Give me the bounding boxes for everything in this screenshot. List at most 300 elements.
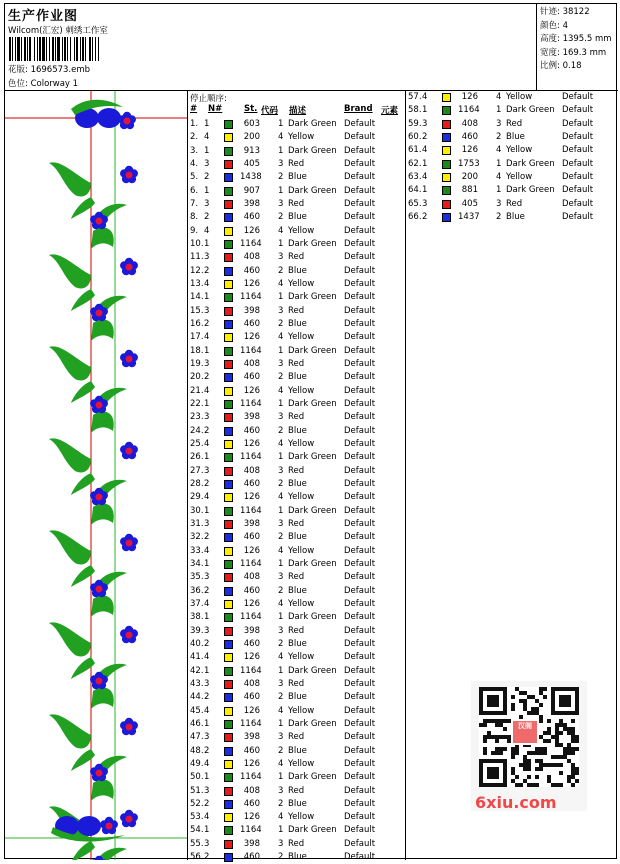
stitch-count: 398 [243, 305, 260, 316]
color-code: 3 [278, 838, 284, 849]
color-description: Red [288, 785, 305, 796]
thread-brand: Default [344, 265, 376, 276]
stitch-count: 200 [243, 132, 260, 143]
color-description: Yellow [288, 278, 315, 289]
thread-brand: Default [344, 505, 376, 516]
table-row [188, 798, 405, 811]
stitch-count: 398 [243, 198, 260, 209]
color-swatch [224, 493, 233, 502]
stitch-count: 460 [243, 798, 260, 809]
color-description: Dark Green [288, 185, 337, 196]
table-row [188, 345, 405, 358]
color-code: 3 [278, 518, 284, 529]
stitch-count: 126 [243, 438, 260, 449]
color-code: 4 [496, 145, 502, 156]
thread-brand: Default [344, 145, 376, 156]
stop-number: 42. [190, 665, 204, 676]
color-description: Yellow [288, 385, 315, 396]
table-row [188, 291, 405, 304]
thread-brand: Default [344, 692, 376, 703]
needle-number: 3 [204, 518, 210, 529]
color-swatch [224, 280, 233, 289]
color-description: Blue [288, 425, 307, 436]
stitch-count: 408 [243, 572, 260, 583]
needle-number: 3 [204, 625, 210, 636]
stop-number: 26. [190, 452, 204, 463]
table-row [188, 438, 405, 451]
needle-number: 3 [204, 252, 210, 263]
stop-number: 15. [190, 305, 204, 316]
color-swatch [442, 120, 451, 129]
color-description: Dark Green [288, 505, 337, 516]
color-description: Blue [288, 478, 307, 489]
stitch-count: 398 [243, 838, 260, 849]
needle-number: 1 [204, 345, 210, 356]
stitch-count: 408 [243, 678, 260, 689]
thread-brand: Default [344, 745, 376, 756]
thread-brand: Default [344, 278, 376, 289]
thread-brand: Default [344, 238, 376, 249]
thread-brand: Default [344, 185, 376, 196]
thread-brand: Default [344, 198, 376, 209]
table-row [188, 571, 405, 584]
table-row [188, 225, 405, 238]
stitch-count: 1164 [240, 718, 262, 729]
stop-number: 24. [190, 425, 204, 436]
thread-brand: Default [562, 185, 594, 196]
design-file [8, 63, 90, 75]
color-swatch [224, 733, 233, 742]
thread-brand: Default [562, 118, 594, 129]
needle-number: 1 [204, 772, 210, 783]
color-code: 1 [278, 825, 284, 836]
stitch-count: 1164 [240, 612, 262, 623]
needle-number: 3 [204, 198, 210, 209]
thread-brand: Default [344, 585, 376, 596]
color-swatch [442, 106, 451, 115]
stitch-count: 1438 [240, 172, 262, 183]
color-code: 2 [278, 425, 284, 436]
color-description: Red [288, 625, 305, 636]
color-code: 4 [278, 545, 284, 556]
color-swatch [224, 253, 233, 262]
stitch-count: 1164 [240, 238, 262, 249]
table-row [188, 558, 405, 571]
stop-number: 32. [190, 532, 204, 543]
color-swatch [224, 373, 233, 382]
color-swatch [224, 747, 233, 756]
stop-number: 27. [190, 465, 204, 476]
needle-number: 2 [204, 585, 210, 596]
stop-number: 11. [190, 252, 204, 263]
stop-number: 43. [190, 678, 204, 689]
needle-number: 4 [204, 225, 210, 236]
stitch-count: 408 [243, 358, 260, 369]
col-header-element: 元素 [381, 106, 399, 116]
stop-number: 31. [190, 518, 204, 529]
thread-brand: Default [344, 438, 376, 449]
stitch-count: 126 [243, 598, 260, 609]
color-code: 2 [278, 318, 284, 329]
color-description: Red [288, 158, 305, 169]
color-code: 3 [278, 465, 284, 476]
color-code: 3 [278, 572, 284, 583]
color-description: Red [288, 732, 305, 743]
thread-brand: Default [344, 532, 376, 543]
color-swatch [224, 560, 233, 569]
color-swatch [224, 360, 233, 369]
color-code: 3 [278, 678, 284, 689]
table-row [188, 731, 405, 744]
color-code: 1 [278, 718, 284, 729]
color-description: Blue [288, 532, 307, 543]
needle-number: 4 [204, 758, 210, 769]
color-code: 1 [278, 238, 284, 249]
color-description: Yellow [288, 598, 315, 609]
needle-number: 4 [422, 145, 428, 156]
stop-number: 52. [190, 798, 204, 809]
color-description: Blue [288, 172, 307, 183]
needle-number: 1 [204, 505, 210, 516]
stat-scale: 比例: 0.18 [540, 61, 582, 71]
color-description: Red [288, 198, 305, 209]
color-description: Dark Green [288, 452, 337, 463]
stop-number: 17. [190, 332, 204, 343]
table-row [406, 118, 618, 131]
color-description: Yellow [288, 492, 315, 503]
color-code: 2 [278, 532, 284, 543]
thread-brand: Default [344, 772, 376, 783]
table-row [188, 358, 405, 371]
color-swatch [224, 200, 233, 209]
stitch-count: 1164 [240, 345, 262, 356]
thread-brand: Default [344, 838, 376, 849]
needle-number: 1 [204, 238, 210, 249]
color-description: Dark Green [288, 119, 337, 129]
needle-number: 1 [204, 452, 210, 463]
color-description: Blue [288, 372, 307, 383]
stop-number: 61. [408, 145, 422, 156]
color-swatch [224, 480, 233, 489]
color-swatch [224, 787, 233, 796]
stop-number: 25. [190, 438, 204, 449]
color-code: 4 [278, 758, 284, 769]
table-row [188, 411, 405, 424]
color-swatch [224, 600, 233, 609]
table-row [188, 531, 405, 544]
thread-brand: Default [562, 92, 594, 102]
color-description: Yellow [288, 758, 315, 769]
stop-number: 33. [190, 545, 204, 556]
color-swatch [224, 227, 233, 236]
stop-number: 50. [190, 772, 204, 783]
stitch-count: 1437 [458, 211, 480, 222]
thread-brand: Default [344, 758, 376, 769]
stitch-count: 405 [461, 198, 478, 209]
table-row [188, 665, 405, 678]
color-description: Dark Green [288, 292, 337, 303]
color-code: 3 [278, 158, 284, 169]
stop-number: 48. [190, 745, 204, 756]
thread-brand: Default [562, 145, 594, 156]
table-row [188, 238, 405, 251]
stitch-count: 126 [461, 92, 478, 102]
color-code: 1 [278, 665, 284, 676]
table-row [188, 505, 405, 518]
color-description: Dark Green [288, 238, 337, 249]
stitch-count: 1164 [240, 505, 262, 516]
stop-number: 2. [190, 132, 199, 143]
stat-colors: 颜色: 4 [540, 20, 568, 31]
thread-brand: Default [344, 705, 376, 716]
needle-number: 4 [204, 652, 210, 663]
color-code: 1 [278, 119, 284, 129]
thread-brand: Default [344, 305, 376, 316]
color-description: Red [288, 412, 305, 423]
stop-number: 12. [190, 265, 204, 276]
thread-brand: Default [344, 252, 376, 263]
stitch-count: 408 [243, 465, 260, 476]
thread-brand: Default [344, 452, 376, 463]
thread-brand: Default [562, 105, 594, 116]
needle-number: 4 [204, 132, 210, 143]
color-description: Dark Green [288, 665, 337, 676]
color-description: Yellow [288, 545, 315, 556]
stop-number: 22. [190, 398, 204, 409]
color-code: 1 [278, 772, 284, 783]
color-description: Yellow [288, 812, 315, 823]
color-code: 1 [278, 145, 284, 156]
color-code: 1 [278, 558, 284, 569]
table-row [188, 718, 405, 731]
needle-number: 2 [204, 745, 210, 756]
stitch-count: 1164 [240, 665, 262, 676]
color-code: 2 [278, 585, 284, 596]
stop-number: 36. [190, 585, 204, 596]
table-row [188, 678, 405, 691]
needle-number: 4 [204, 332, 210, 343]
barcode [9, 37, 117, 61]
color-description: Dark Green [288, 558, 337, 569]
stitch-count: 408 [243, 252, 260, 263]
stitch-count: 603 [243, 119, 260, 129]
color-description: Dark Green [288, 145, 337, 156]
design-preview [5, 91, 188, 860]
color-swatch [224, 453, 233, 462]
table-row [188, 251, 405, 264]
stitch-count: 126 [243, 545, 260, 556]
table-row [406, 104, 618, 117]
color-swatch [224, 547, 233, 556]
table-row [188, 198, 405, 211]
stitch-count: 1164 [240, 398, 262, 409]
thread-brand: Default [344, 345, 376, 356]
stitch-count: 907 [243, 185, 260, 196]
color-swatch [442, 160, 451, 169]
stitch-count: 460 [243, 585, 260, 596]
color-swatch [224, 187, 233, 196]
thread-brand: Default [344, 625, 376, 636]
needle-number: 3 [204, 838, 210, 849]
color-code: 4 [278, 132, 284, 143]
needle-number: 2 [204, 852, 210, 863]
table-row [188, 385, 405, 398]
thread-brand: Default [344, 212, 376, 223]
table-row [188, 425, 405, 438]
color-description: Dark Green [506, 158, 555, 169]
color-swatch [224, 240, 233, 249]
color-swatch [224, 307, 233, 316]
stop-number: 40. [190, 638, 204, 649]
thread-brand: Default [344, 558, 376, 569]
col-header-stitches: St. [244, 104, 258, 114]
color-swatch [224, 707, 233, 716]
color-code: 3 [278, 252, 284, 263]
color-swatch [224, 400, 233, 409]
color-description: Yellow [288, 132, 315, 143]
stop-sequence-table-continued [406, 91, 618, 331]
color-swatch [442, 213, 451, 222]
thread-brand: Default [344, 425, 376, 436]
color-swatch [224, 813, 233, 822]
thread-brand: Default [344, 358, 376, 369]
needle-number: 1 [204, 145, 210, 156]
color-description: Dark Green [288, 772, 337, 783]
col-header-brand: Brand [344, 104, 373, 114]
table-row [188, 185, 405, 198]
color-description: Yellow [288, 225, 315, 236]
needle-number: 3 [204, 785, 210, 796]
color-description: Dark Green [288, 345, 337, 356]
needle-number: 1 [204, 558, 210, 569]
color-description: Blue [288, 585, 307, 596]
color-swatch [224, 773, 233, 782]
color-code: 4 [278, 385, 284, 396]
needle-number: 2 [204, 212, 210, 223]
table-row [188, 305, 405, 318]
table-row [406, 211, 618, 224]
color-code: 3 [278, 412, 284, 423]
stop-number: 59. [408, 118, 422, 129]
color-swatch [224, 293, 233, 302]
table-row [188, 691, 405, 704]
needle-number: 3 [204, 678, 210, 689]
stop-number: 23. [190, 412, 204, 423]
stitch-count: 460 [243, 318, 260, 329]
stat-stitches: 针迹: 38122 [540, 7, 590, 17]
needle-number: 1 [422, 105, 428, 116]
stitch-count: 126 [243, 652, 260, 663]
color-code: 2 [278, 745, 284, 756]
col-header-needle: N# [208, 104, 223, 114]
color-code: 2 [278, 478, 284, 489]
color-code: 3 [278, 198, 284, 209]
table-row [188, 318, 405, 331]
color-code: 2 [278, 372, 284, 383]
color-code: 3 [278, 305, 284, 316]
color-swatch [224, 347, 233, 356]
table-row [188, 465, 405, 478]
thread-brand: Default [344, 545, 376, 556]
table-row [188, 625, 405, 638]
needle-number: 4 [204, 812, 210, 823]
color-description: Red [288, 305, 305, 316]
stop-number: 37. [190, 598, 204, 609]
needle-number: 1 [204, 398, 210, 409]
table-row [188, 478, 405, 491]
color-description: Blue [288, 852, 307, 863]
stop-sequence-title: 停止顺序: [190, 94, 227, 104]
color-code: 1 [278, 185, 284, 196]
needle-number: 4 [204, 545, 210, 556]
table-row [406, 198, 618, 211]
color-description: Yellow [506, 145, 533, 156]
table-row [188, 545, 405, 558]
color-code: 2 [278, 798, 284, 809]
color-swatch [224, 427, 233, 436]
stop-number: 60. [408, 131, 422, 142]
color-code: 3 [278, 732, 284, 743]
stats-panel [537, 4, 618, 91]
stop-number: 34. [190, 558, 204, 569]
color-swatch [224, 120, 233, 129]
table-row [188, 598, 405, 611]
needle-number: 4 [422, 92, 428, 102]
stop-number: 57. [408, 92, 422, 102]
thread-brand: Default [344, 318, 376, 329]
color-swatch [224, 840, 233, 849]
color-description: Yellow [288, 705, 315, 716]
thread-brand: Default [344, 732, 376, 743]
stitch-count: 126 [243, 492, 260, 503]
table-row [188, 451, 405, 464]
needle-number: 1 [204, 292, 210, 303]
color-swatch [224, 800, 233, 809]
table-row [188, 491, 405, 504]
watermark-logo: 汉阁 [511, 719, 539, 745]
thread-brand: Default [562, 131, 594, 142]
stitch-count: 460 [243, 852, 260, 863]
color-swatch [442, 93, 451, 102]
table-row [406, 91, 618, 104]
needle-number: 1 [204, 612, 210, 623]
stop-number: 64. [408, 185, 422, 196]
color-code: 4 [496, 92, 502, 102]
color-swatch [224, 147, 233, 156]
color-description: Red [506, 198, 523, 209]
needle-number: 2 [204, 798, 210, 809]
table-row [188, 851, 405, 864]
stitch-count: 126 [243, 758, 260, 769]
table-row [406, 184, 618, 197]
design-label: 花版: [8, 65, 28, 75]
table-row [188, 371, 405, 384]
stop-number: 14. [190, 292, 204, 303]
color-description: Red [288, 358, 305, 369]
thread-brand: Default [344, 225, 376, 236]
color-code: 1 [278, 612, 284, 623]
color-code: 3 [496, 118, 502, 129]
stitch-count: 126 [461, 145, 478, 156]
stop-number: 39. [190, 625, 204, 636]
stitch-count: 460 [243, 638, 260, 649]
color-description: Dark Green [288, 718, 337, 729]
stitch-count: 1164 [458, 105, 480, 116]
stitch-count: 398 [243, 412, 260, 423]
needle-number: 2 [204, 372, 210, 383]
colorway-label: 色位: [8, 79, 28, 89]
color-swatch [442, 186, 451, 195]
